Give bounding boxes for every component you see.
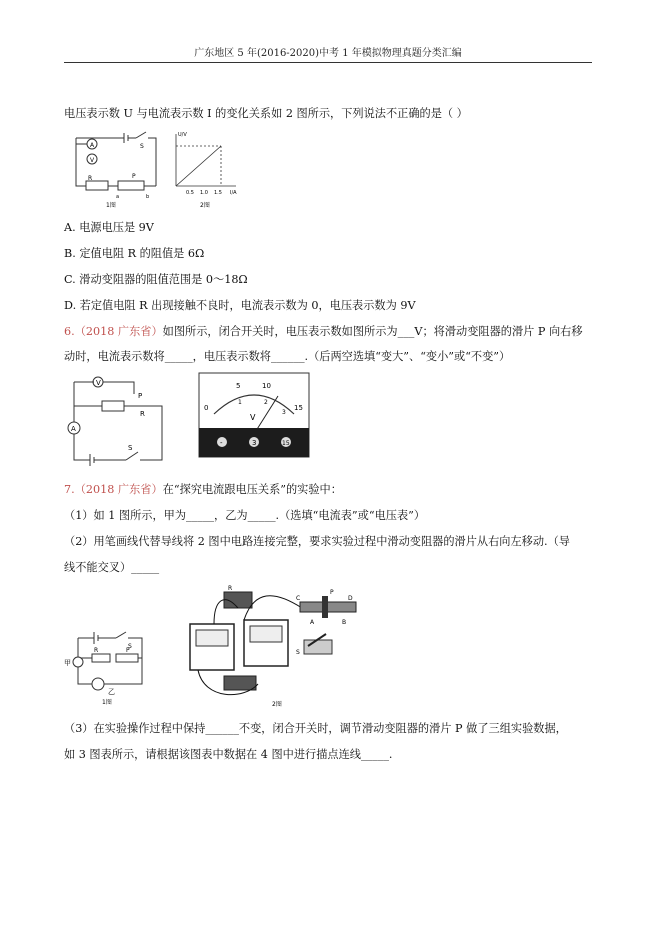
q6-meter-inner-3: 3 [282, 409, 286, 416]
q6-meter-inner-1: 1 [238, 399, 242, 406]
q6-meter-unit: V [250, 413, 256, 422]
q6-circuit-resistor: R [140, 410, 145, 418]
q5-option-d: D. 若定值电阻 R 出现接触不良时，电流表示数为 0，电压表示数为 9V [64, 299, 416, 312]
q6-meter-tick-10: 10 [262, 382, 271, 390]
q5-stem: 电压表示数 U 与电流表示数 I 的变化关系如 2 图所示，下列说法不正确的是（ ） [64, 107, 468, 120]
q5-fig1-caption: 1图 [106, 202, 116, 209]
q6-meter-tick-0: 0 [204, 404, 209, 412]
q5-fig1-resistor-label: R [88, 175, 93, 182]
q7-fig2-a: A [310, 619, 315, 626]
q6-source: （2018 广东省） [74, 325, 163, 338]
q5-option-a: A. 电源电压是 9V [64, 221, 154, 234]
q7-fig1-caption: 1图 [102, 699, 112, 706]
q7-line-intro [64, 482, 342, 498]
q7-part3-line1: （3）在实验操作过程中保持______不变，闭合开关时，调节滑动变阻器的滑片 P 做了三组实验数据， [64, 722, 567, 735]
page-header: 广东地区 5 年(2016-2020)中考 1 年模拟物理真题分类汇编 [194, 48, 462, 59]
q5-fig2-xtick-2: 1.0 [200, 190, 208, 196]
header-divider [64, 62, 592, 63]
q5-fig2-xtick-3: 1.5 [214, 190, 222, 196]
q7-part2-line1: （2）用笔画线代替导线将 2 图中电路连接完整，要求实验过程中滑动变阻器的滑片从右向左移动.（导 [64, 535, 570, 548]
q7-fig2-d: D [348, 595, 353, 602]
q5-fig1-end-b: b [146, 194, 150, 200]
q6-voltmeter-dial [198, 372, 310, 458]
q6-line1 [64, 324, 583, 340]
q5-option-c: C. 滑动变阻器的阻值范围是 0～18Ω [64, 273, 248, 286]
q5-fig2-caption: 2图 [200, 202, 210, 209]
q7-fig2-c: C [296, 595, 301, 602]
q7-fig1-slider: P [126, 647, 130, 654]
q7-fig2-apparatus [184, 580, 364, 710]
q7-fig2-s: S [296, 649, 300, 656]
q5-fig1-ammeter-label: A [90, 142, 95, 149]
q7-fig1-switch: S [128, 643, 132, 650]
q5-fig1-voltmeter-label: V [90, 157, 95, 164]
q5-fig1-slider-label: P [132, 173, 136, 180]
q6-circuit-slider: P [138, 392, 143, 400]
q6-meter-tick-15: 15 [294, 404, 303, 412]
q5-fig2-yaxis-label: U/V [178, 132, 187, 138]
q6-terminal-3: 3 [252, 439, 257, 447]
q5-fig2-xtick-1: 0.5 [186, 190, 194, 196]
q7-source: （2018 广东省） [74, 483, 163, 496]
q7-fig1-jia: 甲 [64, 659, 71, 667]
q5-figures [66, 128, 246, 210]
q7-part2-line2: 线不能交叉）_____ [64, 561, 160, 574]
q6-terminal-minus: - [220, 439, 223, 447]
q7-part1: （1）如 1 图所示，甲为_____，乙为_____.（选填“电流表”或“电压表”） [64, 509, 426, 522]
q6-text1: 如图所示，闭合开关时，电压表示数如图所示为___V；将滑动变阻器的滑片 P 向右移 [162, 325, 583, 338]
q5-fig2-xaxis-label: I/A [230, 190, 237, 196]
q5-option-b: B. 定值电阻 R 的阻值是 6Ω [64, 247, 205, 260]
q7-fig2-p: P [330, 589, 334, 596]
q5-fig2-graph [176, 134, 236, 186]
q7-intro: 在“探究电流跟电压关系”的实验中： [162, 483, 342, 496]
q6-number: 6. [64, 325, 75, 338]
q7-fig2-b: B [342, 619, 347, 626]
q7-fig1-yi: 乙 [108, 688, 115, 696]
q7-number: 7. [64, 483, 75, 496]
q6-meter-tick-5: 5 [236, 382, 241, 390]
q5-fig1-end-a: a [116, 194, 120, 200]
q7-fig2-caption: 2图 [272, 701, 282, 708]
q6-text2: 动时，电流表示数将_____，电压表示数将______.（后两空选填“变大”、“变小”或“不变”） [64, 350, 511, 363]
q6-terminal-15: 15 [282, 440, 290, 447]
q6-circuit-switch: S [128, 444, 133, 452]
q7-fig1-circuit [64, 618, 154, 706]
q7-fig2-resistor: R [228, 585, 233, 592]
q7-part3-line2: 如 3 图表所示，请根据该图表中数据在 4 图中进行描点连线_____. [64, 748, 393, 761]
q5-fig1-switch-label: S [140, 143, 144, 150]
q6-circuit-ammeter: A [71, 425, 76, 433]
q7-fig1-resistor: R [94, 647, 99, 654]
q6-circuit [64, 372, 164, 468]
q6-circuit-voltmeter: V [96, 379, 101, 387]
q6-meter-inner-2: 2 [264, 399, 268, 406]
